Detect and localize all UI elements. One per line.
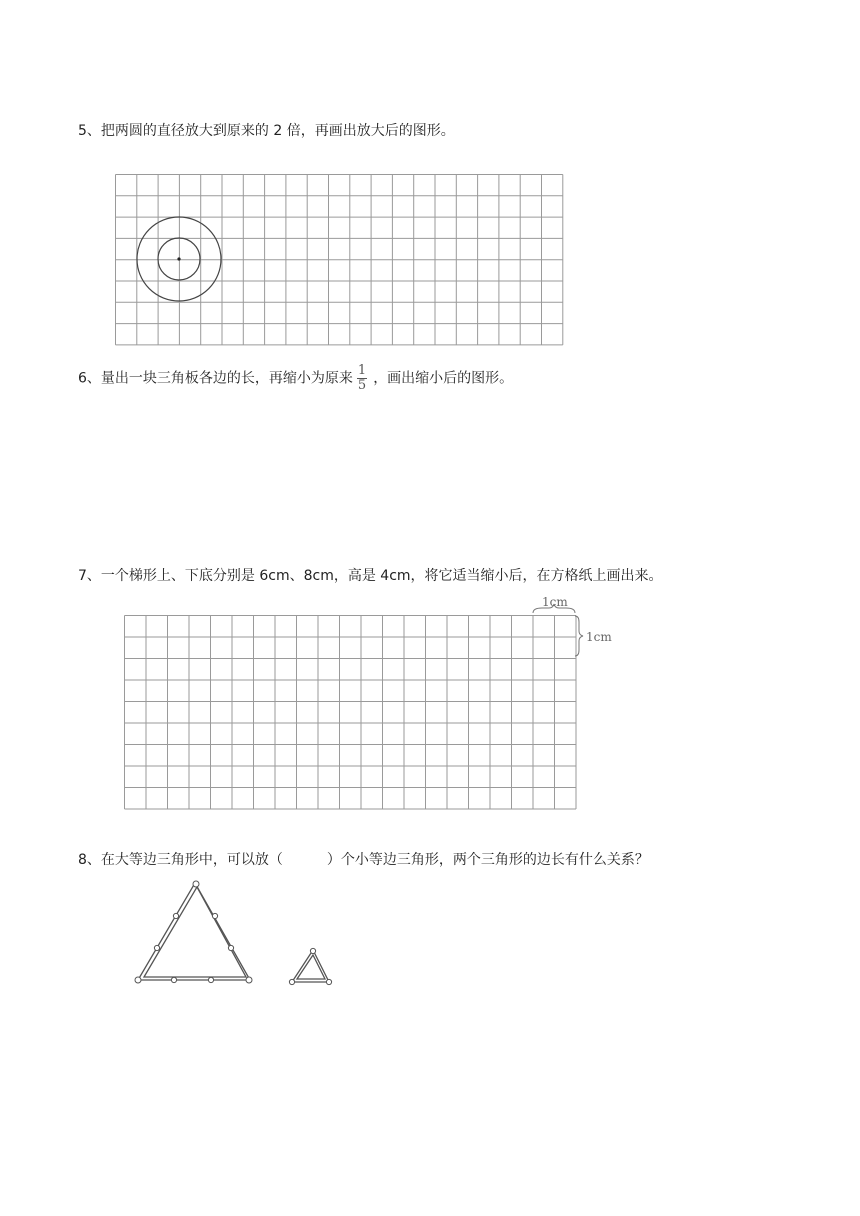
circle-center-dot xyxy=(177,257,180,260)
fraction-numerator: 1 xyxy=(357,363,367,378)
large-triangle-joints xyxy=(135,881,252,983)
width-label: 1cm xyxy=(542,595,568,609)
question-5-text: 5、把两圆的直径放大到原来的 2 倍，再画出放大后的图形。 xyxy=(78,123,455,139)
grid-q5 xyxy=(115,174,565,346)
fraction-one-fifth xyxy=(357,364,367,393)
fraction-denominator: 5 xyxy=(357,378,367,393)
large-triangle xyxy=(138,883,250,980)
question-8-text-after: ）个小等边三角形，两个三角形的边长有什么关系？ xyxy=(326,852,649,868)
matchstick-triangles xyxy=(130,878,340,993)
small-triangle xyxy=(292,950,329,982)
question-6 xyxy=(78,364,513,393)
grid-q7 xyxy=(124,594,624,812)
question-6-text-before: 6、量出一块三角板各边的长，再缩小为原来 xyxy=(78,370,353,387)
height-label: 1cm xyxy=(586,630,612,644)
question-7-text: 7、一个梯形上、下底分别是 6cm、8cm，高是 4cm，将它适当缩小后，在方格纸上画出来。 xyxy=(78,568,663,584)
question-8 xyxy=(78,850,649,870)
question-8-text-before: 8、在大等边三角形中，可以放（ xyxy=(78,852,283,868)
question-6-text-after: ，画出缩小后的图形。 xyxy=(373,370,514,387)
